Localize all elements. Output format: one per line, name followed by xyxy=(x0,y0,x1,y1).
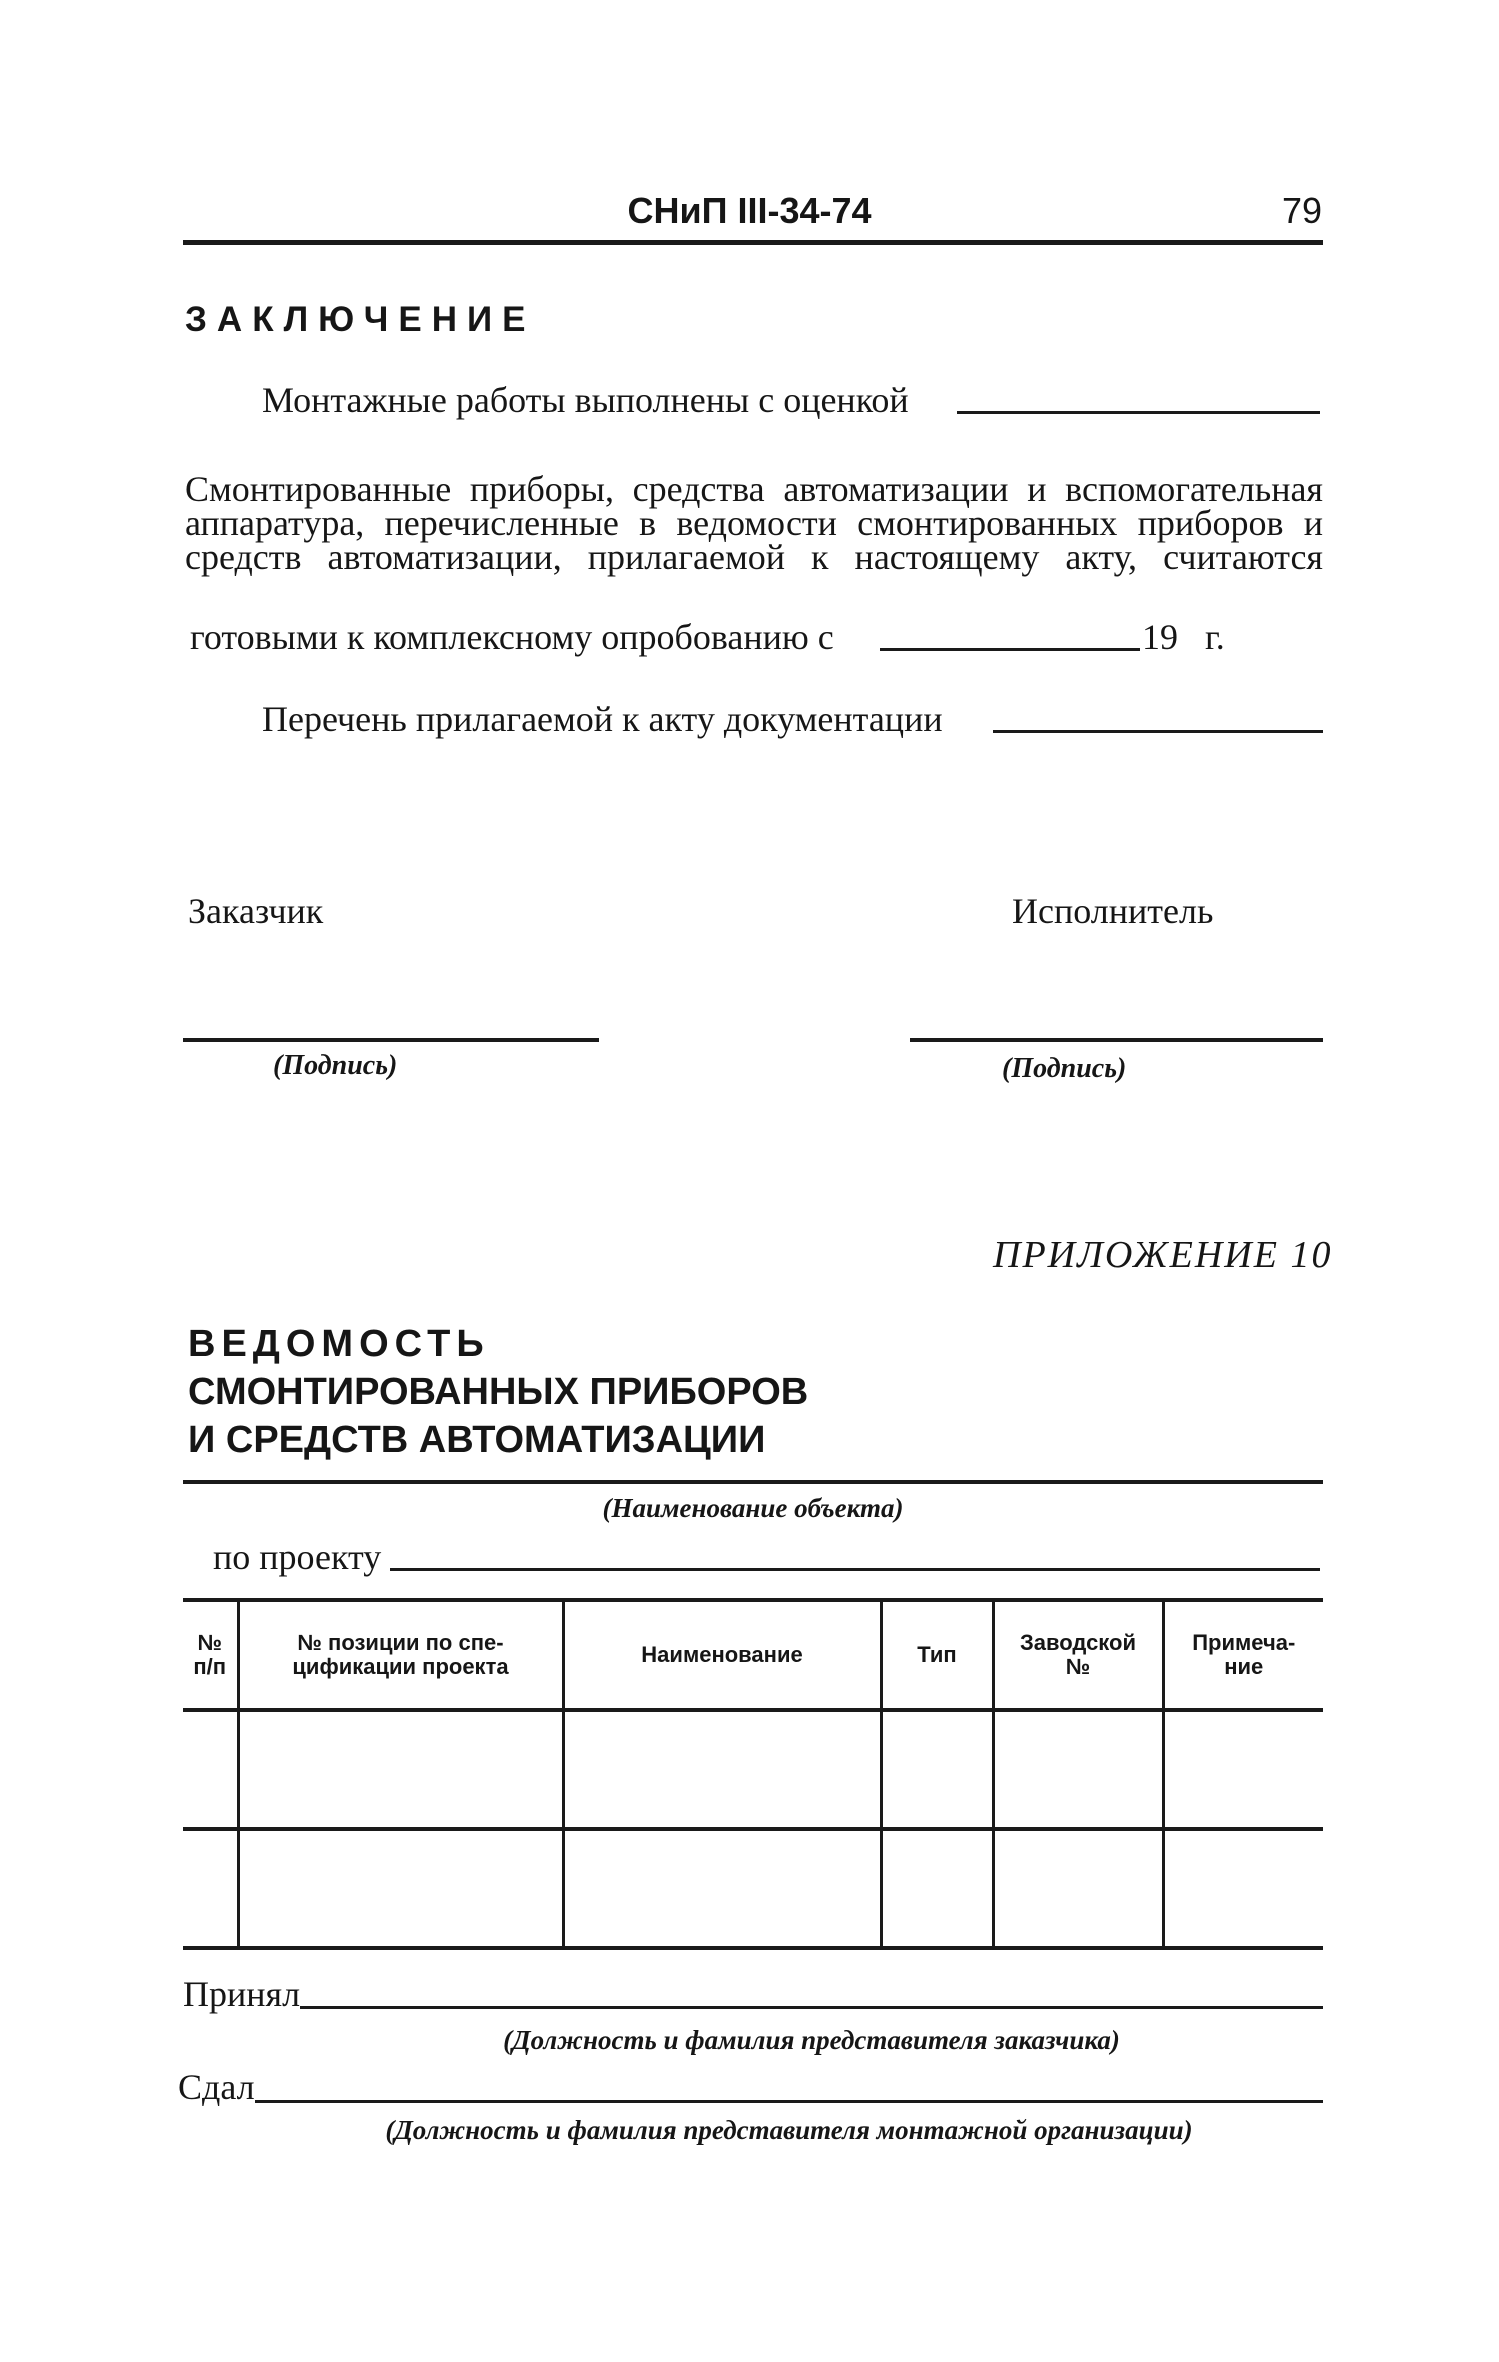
header-text: п/п xyxy=(193,1654,227,1679)
column-header-serial xyxy=(993,1600,1163,1710)
accepted-label: Принял xyxy=(183,1974,301,2014)
handed-fill-line xyxy=(255,2100,1323,2103)
paragraph-line-2: аппаратура, перечисленные в ведомости смонтированных приборов и xyxy=(185,503,1323,543)
column-header-number xyxy=(183,1600,238,1710)
statement-title-line-2: СМОНТИРОВАННЫХ ПРИБОРОВ xyxy=(188,1371,809,1413)
handed-caption: (Должность и фамилия представителя монтажной организации) xyxy=(385,2115,1193,2145)
table-cell xyxy=(563,1829,881,1948)
installed-devices-table xyxy=(183,1598,1323,1950)
table-cell xyxy=(1163,1710,1323,1829)
appendix-label: ПРИЛОЖЕНИЕ 10 xyxy=(993,1234,1333,1276)
customer-label: Заказчик xyxy=(188,891,324,931)
project-fill-line xyxy=(390,1568,1320,1571)
table-cell xyxy=(238,1829,563,1948)
customer-signature-line xyxy=(183,1038,599,1042)
header-text: № xyxy=(197,1630,223,1655)
table-cell xyxy=(881,1710,993,1829)
table-cell xyxy=(993,1829,1163,1948)
object-name-line xyxy=(183,1480,1323,1484)
ready-date-fill-line xyxy=(880,648,1140,651)
header-text: Заводской xyxy=(1020,1630,1136,1655)
table-cell xyxy=(881,1829,993,1948)
contractor-label: Исполнитель xyxy=(1012,891,1214,931)
table-header-row xyxy=(183,1600,1323,1710)
table-row xyxy=(183,1829,1323,1948)
customer-signature-caption: (Подпись) xyxy=(273,1050,398,1081)
document-code: СНиП III-34-74 xyxy=(627,190,872,231)
conclusion-title: ЗАКЛЮЧЕНИЕ xyxy=(185,300,536,339)
table-cell xyxy=(183,1829,238,1948)
docs-list-label: Перечень прилагаемой к акту документации xyxy=(262,699,943,739)
page-number: 79 xyxy=(1281,190,1322,231)
table-cell xyxy=(183,1710,238,1829)
ready-date-label: готовыми к комплексному опробованию с xyxy=(190,617,834,657)
ready-year: 19 xyxy=(1142,617,1178,657)
paragraph-line-3: средств автоматизации, прилагаемой к настоящему акту, считаются xyxy=(185,537,1323,577)
header-text: Тип xyxy=(917,1642,957,1667)
accepted-caption: (Должность и фамилия представителя заказчика) xyxy=(503,2025,1120,2055)
paragraph-line-1: Смонтированные приборы, средства автоматизации и вспомогательная xyxy=(185,469,1323,509)
docs-fill-line xyxy=(993,730,1323,733)
column-header-type xyxy=(881,1600,993,1710)
contractor-signature-line xyxy=(910,1038,1323,1042)
object-name-caption: (Наименование объекта) xyxy=(602,1493,904,1523)
statement-title-line-3: И СРЕДСТВ АВТОМАТИЗАЦИИ xyxy=(188,1419,766,1461)
ready-year-suffix: г. xyxy=(1205,617,1225,657)
column-header-name xyxy=(563,1600,881,1710)
header-text: цификации проекта xyxy=(292,1654,509,1679)
column-header-position xyxy=(238,1600,563,1710)
header-text: № xyxy=(1065,1654,1091,1679)
header-text: № позиции по спе- xyxy=(297,1630,504,1655)
column-header-notes xyxy=(1163,1600,1323,1710)
handed-label: Сдал xyxy=(178,2067,255,2107)
table-cell xyxy=(993,1710,1163,1829)
statement-title-line-1: ВЕДОМОСТЬ xyxy=(188,1323,490,1365)
header-text: ние xyxy=(1224,1654,1264,1679)
assessment-line-label: Монтажные работы выполнены с оценкой xyxy=(262,380,909,420)
table-cell xyxy=(563,1710,881,1829)
header-text: Наименование xyxy=(641,1642,803,1667)
table-row xyxy=(183,1710,1323,1829)
project-label: по проекту xyxy=(213,1537,382,1577)
header-rule xyxy=(183,240,1323,245)
table-cell xyxy=(1163,1829,1323,1948)
header-text: Примеча- xyxy=(1192,1630,1296,1655)
assessment-fill-line xyxy=(957,411,1320,414)
contractor-signature-caption: (Подпись) xyxy=(1002,1053,1127,1084)
table-cell xyxy=(238,1710,563,1829)
accepted-fill-line xyxy=(300,2006,1323,2009)
